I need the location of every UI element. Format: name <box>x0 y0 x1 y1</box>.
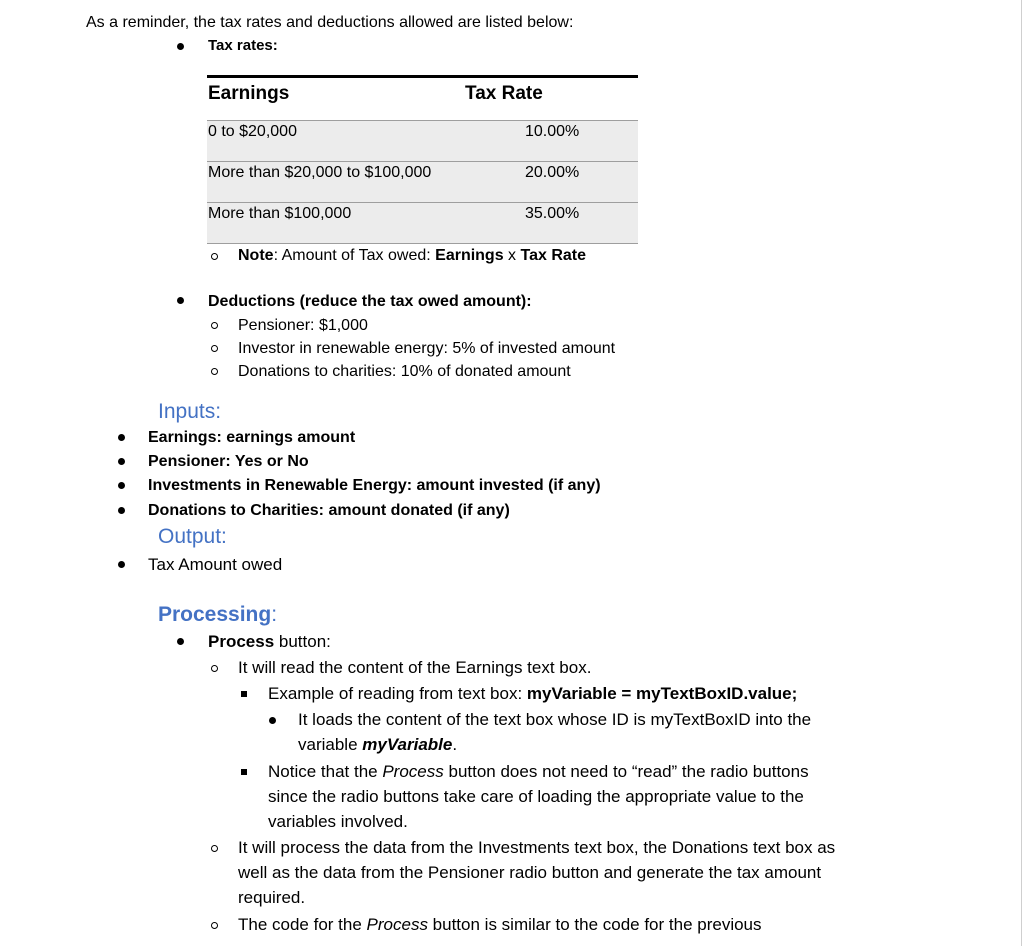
loads-prefix: variable <box>298 735 363 754</box>
input-item: Earnings: earnings amount <box>148 429 356 446</box>
note-earnings: Earnings <box>435 247 504 264</box>
earnings-cell: 0 to $20,000 <box>208 123 297 140</box>
read-earnings-line: It will read the content of the Earnings text box. <box>238 658 592 677</box>
bullet-icon <box>177 297 184 304</box>
process-data-line-1: It will process the data from the Investments text box, the Donations text box as <box>238 838 836 857</box>
example-line <box>268 684 797 704</box>
notice-process: Process <box>382 762 444 781</box>
earnings-cell: More than $100,000 <box>208 205 352 222</box>
process-data-line-3: required. <box>238 888 306 907</box>
output-item: Tax Amount owed <box>148 555 283 574</box>
similar-process: Process <box>366 915 428 934</box>
intro-text: As a reminder, the tax rates and deductions allowed are listed below: <box>86 14 574 31</box>
sub-bullet-icon <box>211 665 218 672</box>
loads-variable: myVariable <box>362 735 453 754</box>
note-rate: Tax Rate <box>520 247 587 264</box>
bullet-icon <box>177 43 184 50</box>
rate-cell: 35.00% <box>525 205 580 222</box>
loads-line-1: It loads the content of the text box whose ID is myTextBoxID into the <box>298 710 812 729</box>
tax-rates-table <box>207 75 638 244</box>
bullet-icon <box>118 458 125 465</box>
note-line <box>238 246 586 265</box>
sub-bullet-icon <box>211 345 218 352</box>
bullet-icon <box>177 638 184 645</box>
process-rest: button: <box>274 632 331 651</box>
page-right-border <box>1021 0 1022 946</box>
process-bold: Process <box>208 632 275 651</box>
notice-line-3: variables involved. <box>268 812 408 831</box>
rate-cell: 10.00% <box>525 123 580 140</box>
deductions-title: Deductions (reduce the tax owed amount): <box>208 293 532 310</box>
notice-post: button does not need to “read” the radio buttons <box>443 762 809 781</box>
header-tax-rate: Tax Rate <box>465 83 543 104</box>
sub-bullet-icon <box>211 922 218 929</box>
processing-heading <box>158 603 277 627</box>
bullet-icon <box>118 434 125 441</box>
deduction-item: Pensioner: $1,000 <box>238 317 368 334</box>
bullet-icon <box>269 717 276 724</box>
processing-colon: : <box>271 603 278 626</box>
input-item: Investments in Renewable Energy: amount invested (if any) <box>148 477 601 494</box>
note-label: Note <box>238 247 274 264</box>
process-data-line-2: well as the data from the Pensioner radio button and generate the tax amount <box>238 863 822 882</box>
deduction-item: Donations to charities: 10% of donated amount <box>238 363 571 380</box>
note-text: : Amount of Tax owed: <box>273 247 436 264</box>
note-x: x <box>503 247 521 264</box>
input-item: Donations to Charities: amount donated (if any) <box>148 502 510 519</box>
sub-bullet-icon <box>211 253 218 260</box>
tax-rates-label: Tax rates: <box>208 37 278 54</box>
rate-cell: 20.00% <box>525 164 580 181</box>
header-earnings: Earnings <box>208 83 290 104</box>
processing-heading-text: Processing <box>158 603 272 626</box>
earnings-cell: More than $20,000 to $100,000 <box>208 164 432 181</box>
deduction-item: Investor in renewable energy: 5% of invested amount <box>238 340 616 357</box>
sub-bullet-icon <box>211 368 218 375</box>
similar-pre: The code for the <box>238 915 367 934</box>
notice-pre: Notice that the <box>268 762 383 781</box>
square-bullet-icon <box>241 691 247 697</box>
output-heading: Output: <box>158 525 227 548</box>
input-item: Pensioner: Yes or No <box>148 453 309 470</box>
similar-line <box>238 915 762 935</box>
notice-line-1 <box>268 762 809 782</box>
similar-post: button is similar to the code for the previous <box>427 915 762 934</box>
table-row <box>207 203 638 244</box>
notice-line-2: since the radio buttons take care of loading the appropriate value to the <box>268 787 804 806</box>
example-prefix: Example of reading from text box: <box>268 684 527 703</box>
inputs-heading: Inputs: <box>158 400 222 423</box>
table-row <box>207 162 638 203</box>
bullet-icon <box>118 482 125 489</box>
bullet-icon <box>118 561 125 568</box>
table-row <box>207 121 638 162</box>
bullet-icon <box>118 507 125 514</box>
loads-end: . <box>452 735 458 754</box>
square-bullet-icon <box>241 769 247 775</box>
example-code: myVariable = myTextBoxID.value; <box>526 684 798 703</box>
process-button-line <box>208 632 331 652</box>
table-header <box>207 78 638 121</box>
sub-bullet-icon <box>211 322 218 329</box>
loads-line-2 <box>298 735 457 755</box>
sub-bullet-icon <box>211 845 218 852</box>
